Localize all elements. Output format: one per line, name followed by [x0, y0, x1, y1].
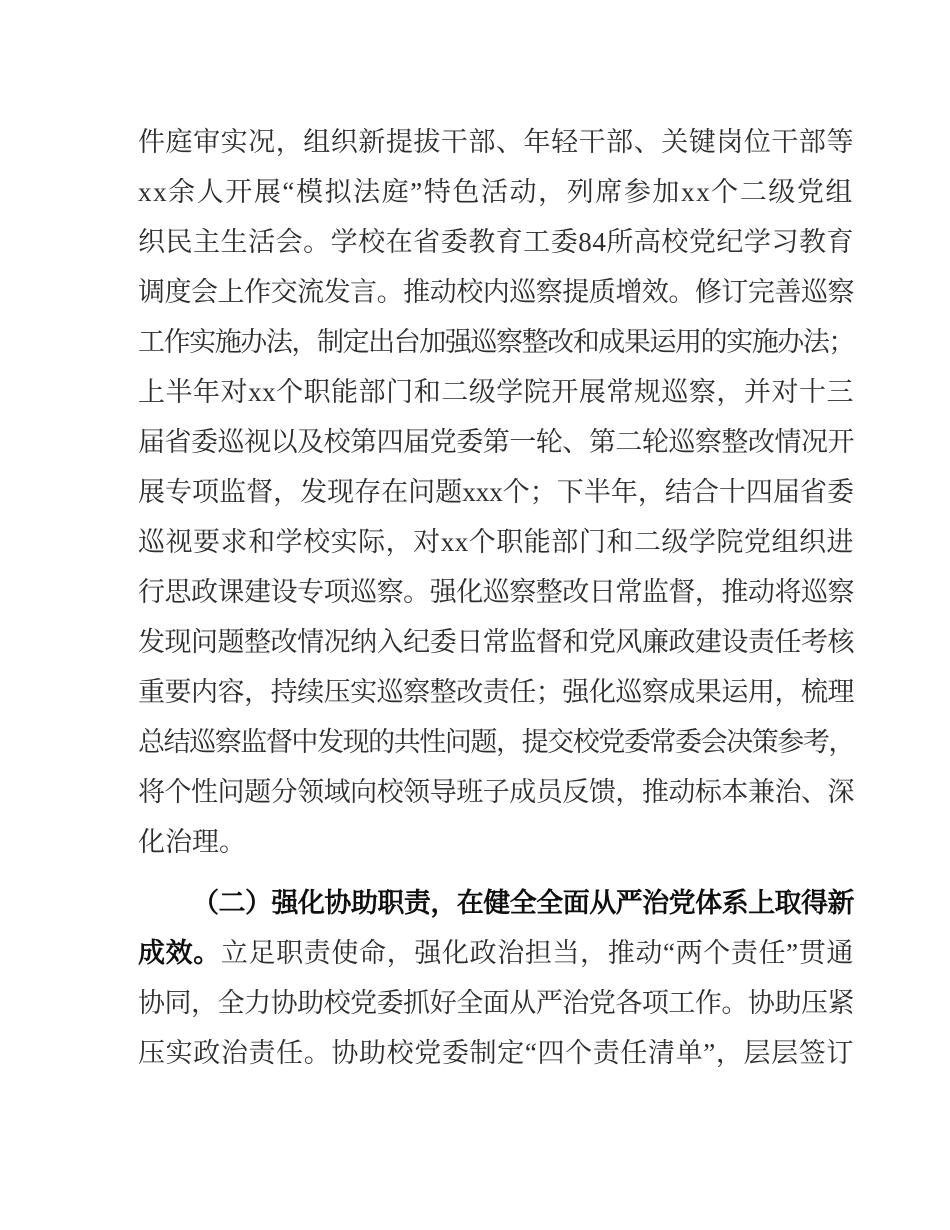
text-line	[138, 617, 854, 667]
text-run: 立足职责使命，强化政治担当，推动“两个责任”贯通	[220, 938, 855, 968]
bold-text-run: 成效。	[138, 938, 221, 968]
text-run: 调度会上作交流发言。推动校内巡察提质增效。修订完善巡察	[138, 277, 854, 307]
text-run: xx余人开展“模拟法庭”特色活动，列席参加xx个二级党组	[138, 177, 854, 207]
text-run: 化治理。	[138, 827, 246, 857]
paragraph-1	[138, 117, 854, 867]
text-run: 展专项监督，发现存在问题xxx个；下半年，结合十四届省委	[138, 477, 854, 507]
text-run: 届省委巡视以及校第四届党委第一轮、第二轮巡察整改情况开	[138, 427, 854, 457]
text-line	[138, 717, 854, 767]
text-line	[138, 317, 854, 367]
text-line	[138, 517, 854, 567]
text-line	[138, 817, 854, 867]
text-line	[138, 878, 854, 928]
text-run: 总结巡察监督中发现的共性问题，提交校党委常委会决策参考，	[138, 727, 854, 757]
text-run: 工作实施办法，制定出台加强巡察整改和成果运用的实施办法；	[138, 327, 854, 357]
text-run: 将个性问题分领域向校领导班子成员反馈，推动标本兼治、深	[138, 777, 854, 807]
text-line	[138, 117, 854, 167]
text-run: 重要内容，持续压实巡察整改责任；强化巡察成果运用，梳理	[138, 677, 854, 707]
text-line	[138, 367, 854, 417]
text-run: 发现问题整改情况纳入纪委日常监督和党风廉政建设责任考核	[138, 627, 854, 657]
text-line	[138, 217, 854, 267]
text-run: 上半年对xx个职能部门和二级学院开展常规巡察，并对十三	[138, 377, 854, 407]
text-run: 件庭审实况，组织新提拔干部、年轻干部、关键岗位干部等	[138, 127, 854, 157]
text-run: 行思政课建设专项巡察。强化巡察整改日常监督，推动将巡察	[138, 577, 854, 607]
text-run: 协同，全力协助校党委抓好全面从严治党各项工作。协助压紧	[138, 988, 854, 1018]
bold-text-run: （二）强化协助职责，在健全全面从严治党体系上取得新	[192, 888, 854, 918]
text-run: 压实政治责任。协助校党委制定“四个责任清单”，层层签订	[138, 1038, 854, 1068]
text-line	[138, 167, 854, 217]
text-line	[138, 667, 854, 717]
text-line	[138, 1028, 854, 1078]
text-line	[138, 767, 854, 817]
text-line	[138, 467, 854, 517]
text-line	[138, 267, 854, 317]
text-line	[138, 417, 854, 467]
document-body	[138, 117, 854, 1078]
text-line	[138, 978, 854, 1028]
text-run: 巡视要求和学校实际，对xx个职能部门和二级学院党组织进	[138, 527, 854, 557]
text-line	[138, 567, 854, 617]
text-line	[138, 928, 854, 978]
paragraph-2	[138, 878, 854, 1078]
text-run: 织民主生活会。学校在省委教育工委84所高校党纪学习教育	[138, 227, 854, 257]
